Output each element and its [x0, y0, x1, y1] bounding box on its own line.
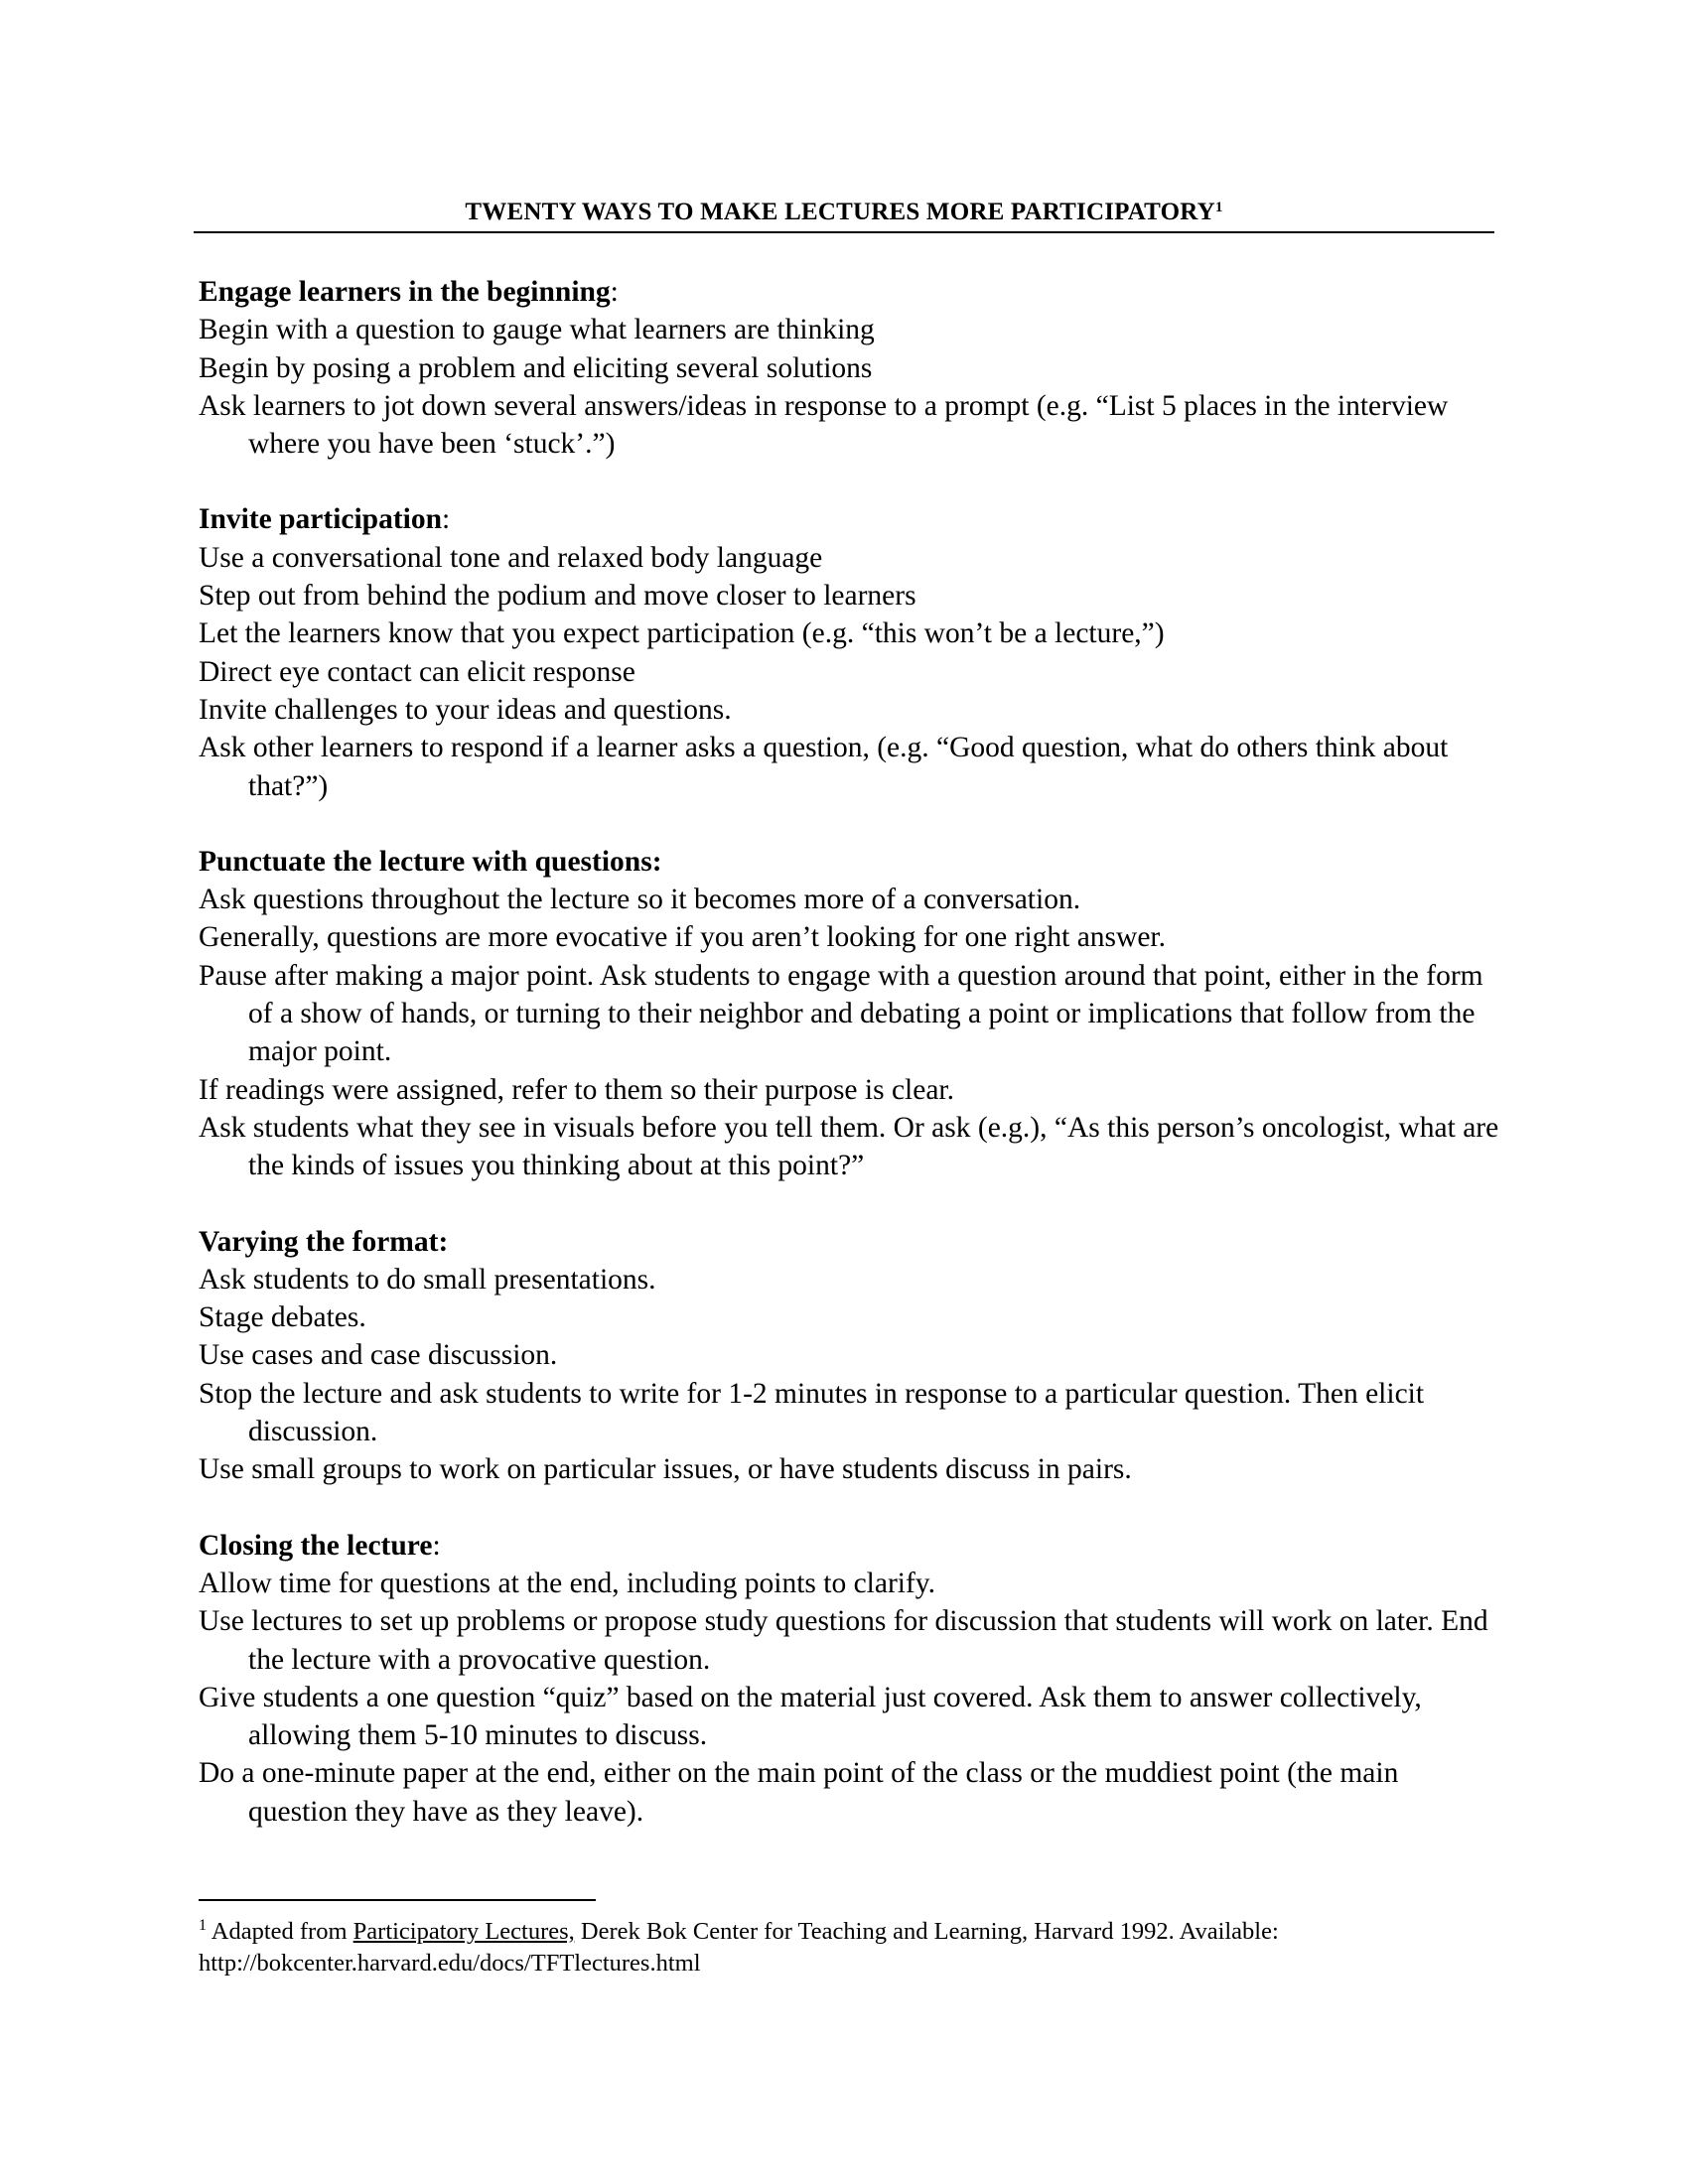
section-heading-colon: :: [432, 1529, 441, 1562]
list-item: Ask students to do small presentations.: [199, 1263, 656, 1296]
list-item: Use lectures to set up problems or propose study questions for discussion that students will work on later. End the lecture with a provocative question.: [199, 1605, 1488, 1676]
section-heading-colon: :: [610, 276, 619, 308]
list-item: Stage debates.: [199, 1301, 366, 1334]
section: [199, 1527, 1499, 1831]
footnote: [199, 1916, 1499, 1979]
footnote-separator: [199, 1899, 596, 1901]
list-item: Begin with a question to gauge what learners are thinking: [199, 314, 875, 346]
section-heading-text: Punctuate the lecture with questions: [199, 845, 652, 878]
section-heading: [199, 1223, 1499, 1261]
list-item: Step out from behind the podium and move closer to learners: [199, 580, 916, 613]
list-item: Give students a one question “quiz” based on the material just covered. Ask them to answer collectively, allowing them 5-10 minutes to discuss.: [199, 1681, 1422, 1752]
list-item: Let the learners know that you expect participation (e.g. “this won’t be a lecture,”): [199, 617, 1165, 650]
list-item: Do a one-minute paper at the end, either on the main point of the class or the muddiest point (the main question they have as they leave).: [199, 1757, 1399, 1828]
footnote-marker: 1: [199, 1917, 207, 1934]
section-heading: [199, 273, 1499, 311]
section-heading-colon: :: [651, 845, 662, 878]
document-body: [199, 273, 1499, 1868]
section-heading: [199, 1527, 1499, 1565]
list-item: Ask learners to jot down several answers/ideas in response to a prompt (e.g. “List 5 places in the interview where you have been ‘stuck’.”): [199, 389, 1449, 461]
section: [199, 273, 1499, 463]
list-item: Ask questions throughout the lecture so it becomes more of a conversation.: [199, 884, 1081, 916]
footnote-url: http://bokcenter.harvard.edu/docs/TFTlectures.html: [199, 1950, 701, 1977]
list-item: Stop the lecture and ask students to write for 1-2 minutes in response to a particular question. Then elicit discussion.: [199, 1377, 1425, 1448]
section-heading-colon: :: [438, 1225, 449, 1258]
section-heading-text: Invite participation: [199, 503, 443, 536]
title-footnote-marker: 1: [1214, 200, 1223, 215]
list-item: Generally, questions are more evocative if you aren’t looking for one right answer.: [199, 921, 1167, 954]
list-item: Allow time for questions at the end, including points to clarify.: [199, 1567, 936, 1599]
title-underline: [194, 231, 1494, 233]
section-heading-text: Varying the format: [199, 1225, 439, 1258]
list-item: Direct eye contact can elicit response: [199, 655, 635, 688]
list-item: Use cases and case discussion.: [199, 1339, 558, 1372]
footnote-lead: Adapted from: [207, 1918, 353, 1945]
list-item: Ask students what they see in visuals before you tell them. Or ask (e.g.), “As this person’s oncologist, what are the kinds of issues you thinking about at this point?”: [199, 1111, 1499, 1182]
section-heading: [199, 843, 1499, 881]
footnote-source: Derek Bok Center for Teaching and Learning, Harvard 1992. Available:: [574, 1918, 1279, 1945]
list-item: Invite challenges to your ideas and questions.: [199, 693, 732, 726]
section-heading-colon: :: [442, 503, 451, 536]
list-item: If readings were assigned, refer to them so their purpose is clear.: [199, 1073, 954, 1106]
list-item: Pause after making a major point. Ask students to engage with a question around that point, either in the form of a show of hands, or turning to their neighbor and debating a point or implications that follow from the major point.: [199, 959, 1483, 1068]
page-title-text: TWENTY WAYS TO MAKE LECTURES MORE PARTICIPATORY: [465, 199, 1215, 225]
section: [199, 1223, 1499, 1489]
section: [199, 843, 1499, 1185]
list-item: Use a conversational tone and relaxed body language: [199, 541, 823, 574]
list-item: Ask other learners to respond if a learner asks a question, (e.g. “Good question, what do others think about that?”): [199, 732, 1449, 802]
section: [199, 500, 1499, 804]
section-heading-text: Closing the lecture: [199, 1529, 433, 1562]
list-item: Use small groups to work on particular issues, or have students discuss in pairs.: [199, 1453, 1132, 1486]
page-title: [194, 197, 1494, 228]
section-heading-text: Engage learners in the beginning: [199, 276, 611, 308]
footnote-reference-title: Participatory Lectures,: [352, 1918, 575, 1945]
list-item: Begin by posing a problem and eliciting several solutions: [199, 351, 873, 384]
section-heading: [199, 500, 1499, 538]
footnote-line-1: [199, 1916, 1499, 1948]
